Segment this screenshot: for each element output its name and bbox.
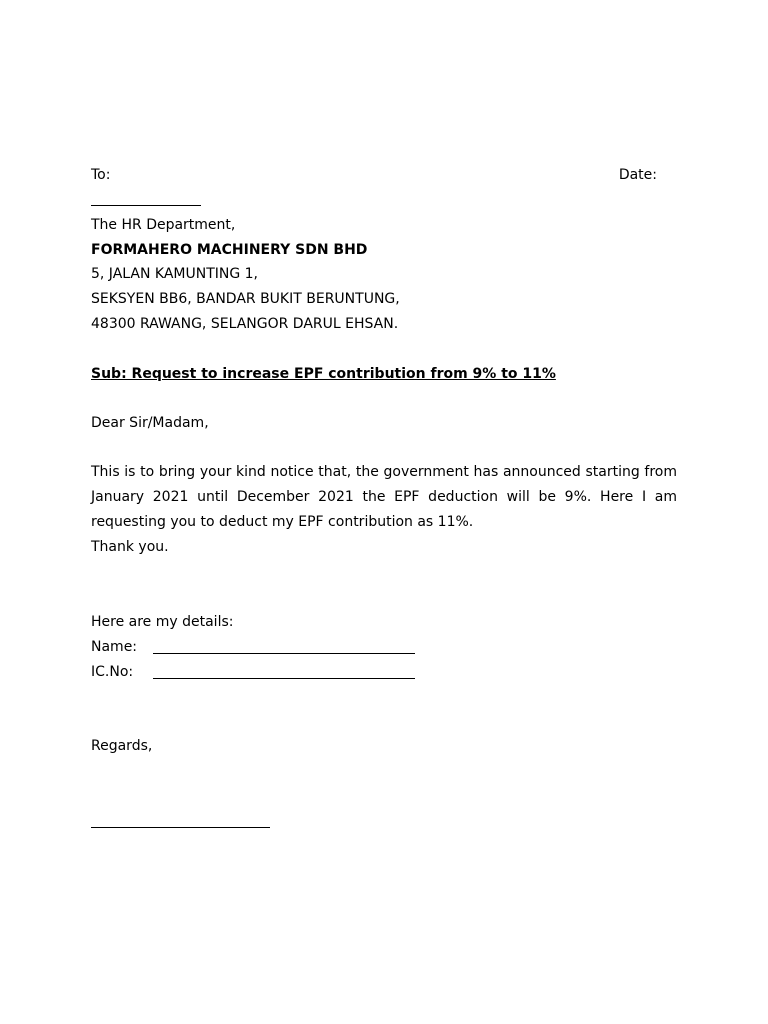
recipient-address-line3: 48300 RAWANG, SELANGOR DARUL EHSAN. — [91, 316, 399, 332]
recipient-department: The HR Department, — [91, 217, 236, 233]
letter-page — [91, 0, 677, 1024]
closing: Regards, — [91, 738, 153, 754]
recipient-company: FORMAHERO MACHINERY SDN BHD — [91, 242, 368, 258]
to-blank-line — [91, 205, 201, 206]
ic-field-line — [153, 678, 415, 679]
recipient-address-line1: 5, JALAN KAMUNTING 1, — [91, 266, 259, 282]
name-field-row — [91, 637, 421, 657]
name-field-label: Name: — [91, 639, 138, 655]
recipient-address-line2: SEKSYEN BB6, BANDAR BUKIT BERUNTUNG, — [91, 291, 400, 307]
ic-field-label: IC.No: — [91, 664, 134, 680]
ic-field-row — [91, 662, 421, 682]
to-label: To: — [91, 167, 111, 183]
name-field-line — [153, 653, 415, 654]
signature-line — [91, 827, 270, 828]
details-intro: Here are my details: — [91, 614, 234, 630]
thank-you: Thank you. — [91, 539, 169, 555]
date-label: Date: — [618, 167, 657, 183]
salutation: Dear Sir/Madam, — [91, 415, 209, 431]
letter-body: This is to bring your kind notice that, the government has announced starting from January 2021 until December 2021 the EPF deduction will be 9%. Here I am requesting you to deduct my EPF contribution as 11%. — [91, 464, 677, 530]
letter-subject: Sub: Request to increase EPF contribution from 9% to 11% — [91, 366, 556, 382]
